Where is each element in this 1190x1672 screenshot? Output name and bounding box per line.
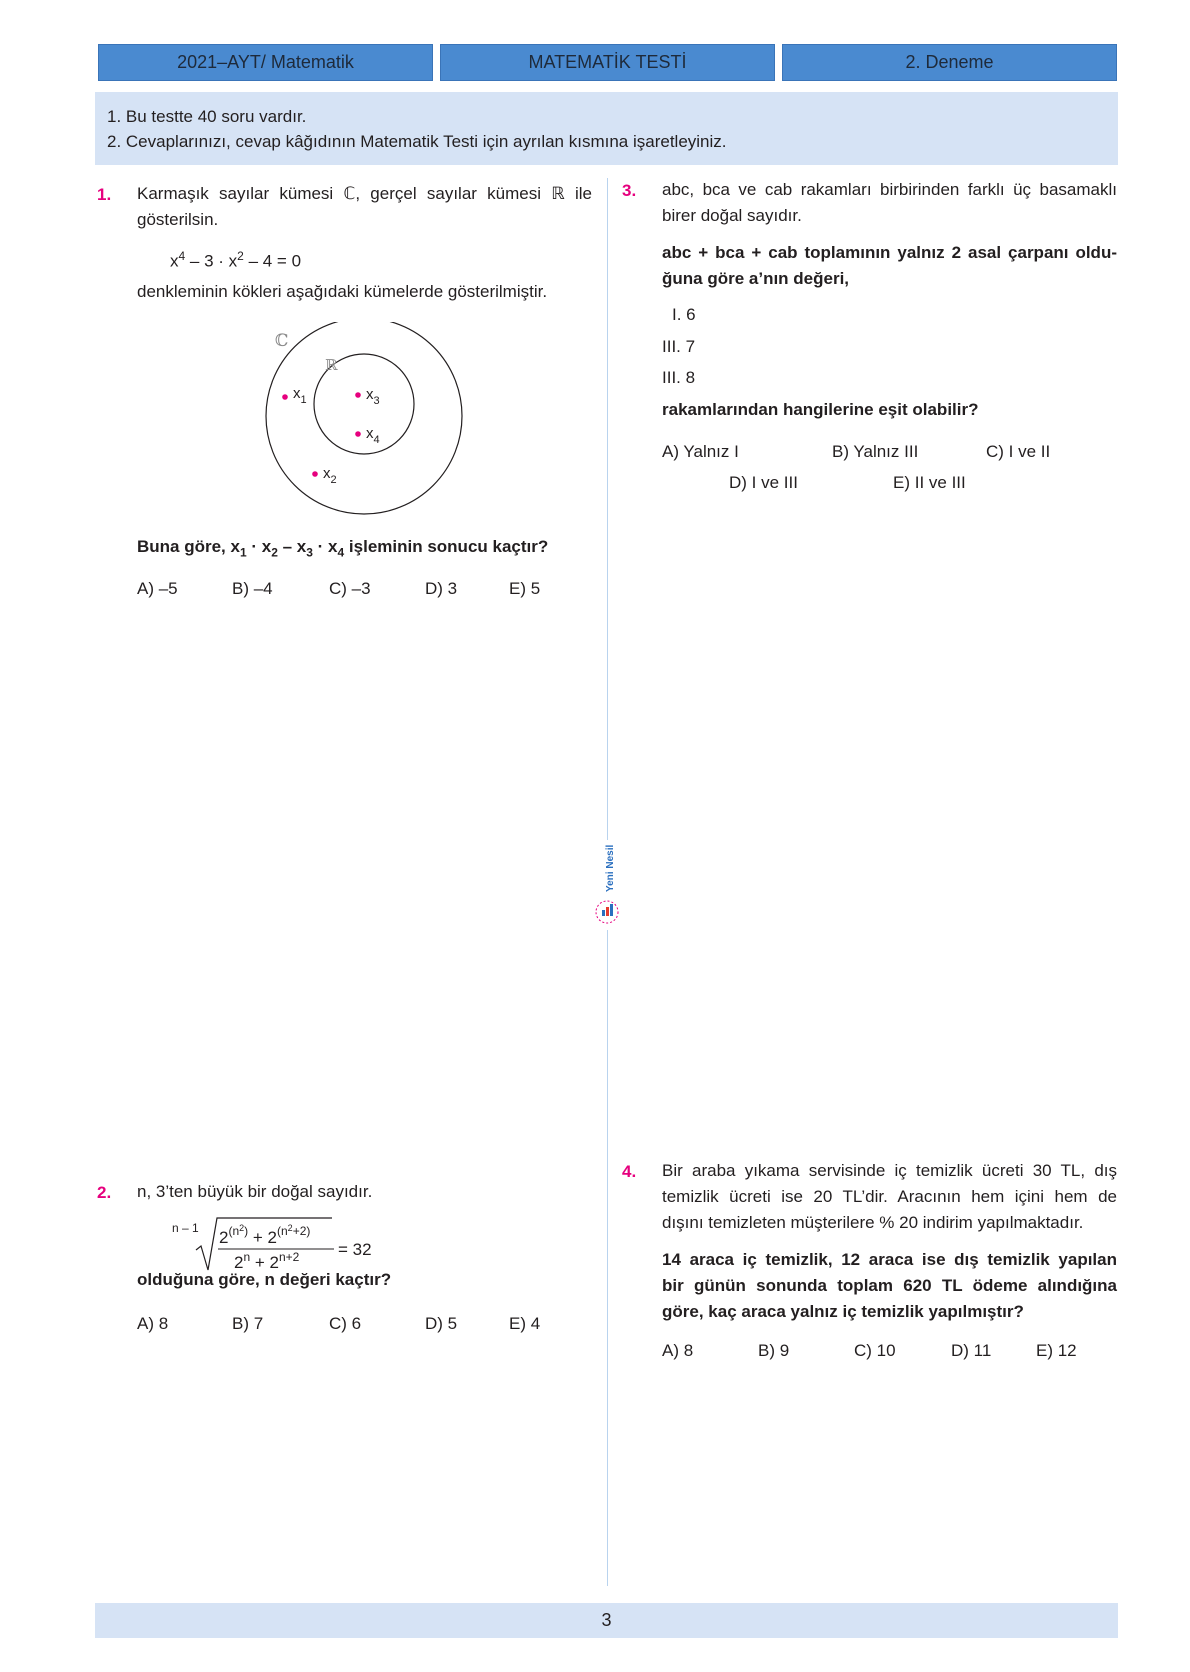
q3-option-a[interactable]: A) Yalnız I	[662, 442, 739, 461]
q4-option-c[interactable]: C) 10	[854, 1341, 896, 1360]
q1-intro-line2: gösterilsin.	[137, 210, 219, 229]
svg-text:2(n2) + 2(n2+2): $2^{(n2}_) + 2^{(n2}_{+2)}$	[219, 1223, 311, 1247]
q3-option-c[interactable]: C) I ve II	[986, 442, 1051, 461]
svg-text:2n + 2n+2: $2^n + 2^{n+2}$	[234, 1250, 300, 1272]
q4-option-d[interactable]: D) 11	[951, 1341, 992, 1360]
q3-question: rakamlarından hangilerine eşit olabilir?	[662, 400, 979, 419]
set-r-label: ℝ	[325, 356, 338, 374]
q4-line1: Bir araba yıkama servisinde iç temizlik ücreti 30 TL, dış	[662, 1161, 1117, 1180]
header-subject: 2021–AYT/ Matematik	[98, 44, 433, 81]
q3-option-d[interactable]: D) I ve III	[729, 473, 798, 492]
q2-option-b[interactable]: B) 7	[232, 1314, 264, 1333]
page-footer	[95, 1603, 1118, 1638]
instructions-box	[95, 92, 1118, 165]
q3-item-1: I. 6	[672, 305, 696, 324]
q3-bold-block	[662, 240, 1117, 292]
q1-option-a[interactable]: A) –5	[137, 579, 178, 598]
q1-option-b[interactable]: B) –4	[232, 579, 273, 598]
q3-line1: abc, bca ve cab rakamları birbirinden farklı üç basamaklı	[662, 180, 1117, 199]
q4-option-a[interactable]: A) 8	[662, 1341, 694, 1360]
logo-text: Yeni Nesil	[605, 844, 616, 892]
q2-option-e[interactable]: E) 4	[509, 1314, 541, 1333]
svg-text:x2: $x_2$	[323, 465, 337, 486]
q2-option-c[interactable]: C) 6	[329, 1314, 362, 1333]
q1-question: Buna göre, $x_1 \cdot x_2 - x_3 \cdot x_4$ işleminin sonucu kaçtır?	[137, 537, 549, 560]
publisher-logo	[594, 840, 624, 930]
question-1	[137, 181, 592, 233]
point-x4	[355, 431, 361, 437]
q1-equation: $x^4 - 3 \cdot x^2 - 4 = 0$	[170, 249, 302, 271]
q3-items	[662, 299, 696, 394]
q3-option-b[interactable]: B) Yalnız III	[832, 442, 919, 461]
svg-text:n – 1: n – 1	[172, 1221, 199, 1235]
q4-bold-block	[662, 1247, 1117, 1325]
q2-question: olduğuna göre, n değeri kaçtır?	[137, 1270, 392, 1289]
q1-after-text: denkleminin kökleri aşağıdaki kümelerde gösterilmiştir.	[137, 282, 548, 301]
q1-venn-diagram	[255, 322, 475, 534]
q1-number: 1.	[97, 185, 112, 204]
q3-item-2: III. 7	[662, 336, 696, 356]
q3-option-e[interactable]: E) II ve III	[893, 473, 966, 492]
q3-item-3: III. 8	[662, 368, 696, 387]
q1-option-d[interactable]: D) 3	[425, 579, 458, 598]
q4-bold-line3: göre, kaç araca yalnız iç temizlik yapılmıştır?	[662, 1302, 1024, 1321]
point-x3	[355, 392, 361, 398]
instruction-2: 2. Cevaplarınızı, cevap kâğıdının Matematik Testi için ayrılan kısmına işaretleyiniz.	[107, 132, 727, 151]
q3-bold-line2: ğuna göre a’nın değeri,	[662, 269, 850, 288]
q4-option-b[interactable]: B) 9	[758, 1341, 790, 1360]
q3-bold-line1: abc + bca + cab toplamının yalnız 2 asal çarpanı oldu-	[662, 243, 1117, 262]
q1-option-e[interactable]: E) 5	[509, 579, 541, 598]
q4-line3: dışını temizleten müşterilere % 20 indirim yapılmaktadır.	[662, 1213, 1084, 1232]
page-number: 3	[601, 1610, 612, 1630]
header-test-title: MATEMATİK TESTİ	[440, 44, 775, 81]
set-c-label: ℂ	[275, 331, 289, 351]
q4-line2: temizlik ücreti ise 20 TL’dir. Aracının hem içini hem de	[662, 1187, 1117, 1206]
q3-line2: birer doğal sayıdır.	[662, 206, 802, 225]
q4-bold-line2: bir günün sonunda toplam 620 TL ödeme alındığına	[662, 1276, 1117, 1295]
set-c-circle	[266, 322, 462, 514]
q4-bold-line1: 14 araca iç temizlik, 12 araca ise dış temizlik yapılan	[662, 1250, 1117, 1269]
q2-root-equation	[170, 1212, 400, 1274]
svg-text:x1: $x_1$	[293, 385, 307, 406]
header-exam-number: 2. Deneme	[782, 44, 1117, 81]
q1-option-c[interactable]: C) –3	[329, 579, 371, 598]
q2-option-d[interactable]: D) 5	[425, 1314, 458, 1333]
q2-intro: n, 3’ten büyük bir doğal sayıdır.	[137, 1182, 373, 1201]
q4-option-e[interactable]: E) 12	[1036, 1341, 1077, 1360]
q2-number: 2.	[97, 1183, 112, 1202]
q4-number: 4.	[622, 1162, 637, 1181]
svg-text:x3: $x_3$	[366, 386, 380, 407]
svg-text:x4: $x_4$	[366, 425, 380, 446]
q3-number: 3.	[622, 181, 637, 200]
q2-option-a[interactable]: A) 8	[137, 1314, 169, 1333]
point-x1	[282, 394, 288, 400]
q2-equation-rhs: = 32	[338, 1240, 372, 1259]
question-3	[662, 177, 1117, 229]
question-4	[662, 1158, 1117, 1236]
instruction-1: 1. Bu testte 40 soru vardır.	[107, 107, 307, 126]
point-x2	[312, 471, 318, 477]
q1-intro-line1: Karmaşık sayılar kümesi ℂ, gerçel sayılar kümesi ℝ ile	[137, 184, 592, 203]
